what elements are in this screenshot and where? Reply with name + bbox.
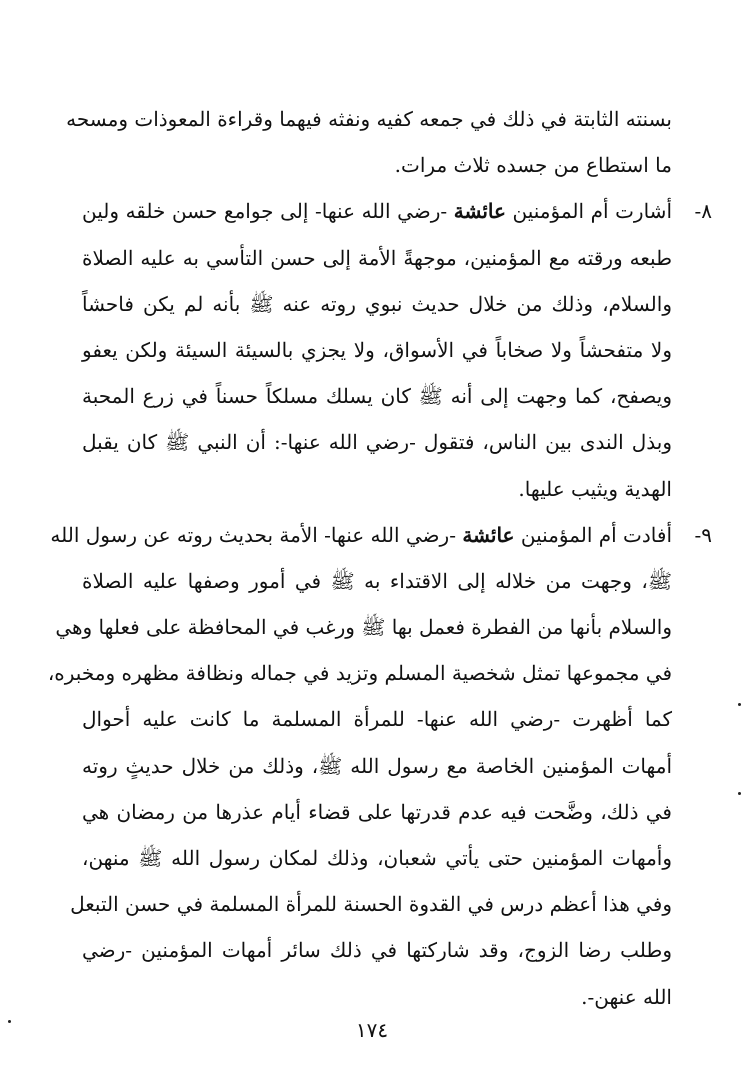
text-line: طبعه ورقته مع المؤمنين، موجهةً الأمة إلى حسن التأسي به عليه الصلاة	[82, 245, 672, 270]
text-segment: أفادت أم المؤمنين	[520, 522, 672, 547]
text-line: وطلب رضا الزوج، وقد شاركتها في ذلك سائر أمهات المؤمنين -رضي	[82, 938, 672, 963]
text-line: وبذل الندى بين الناس، فتقول -رضي الله عنها-: أن النبي ﷺ كان يقبل	[82, 430, 672, 455]
text-line: ولا متفحشاً ولا صخاباً في الأسواق، ولا يجزي بالسيئة السيئة ولكن يعفو	[82, 337, 672, 362]
text-line: أمهات المؤمنين الخاصة مع رسول الله ﷺ، وذلك من خلال حديثٍ روته	[82, 753, 672, 778]
item-9-first-line	[50, 512, 712, 558]
item-number: ٨-	[694, 199, 712, 224]
text-line: وفي هذا أعظم درس في القدوة الحسنة للمرأة المسلمة في حسن التبعل	[70, 892, 672, 917]
text-line: في ذلك، وضَّحت فيه عدم قدرتها على قضاء أيام عذرها من رمضان هي	[82, 799, 672, 824]
bold-name: عائشة	[462, 522, 515, 547]
text-line: ويصفح، كما وجهت إلى أنه ﷺ كان يسلك مسلكاً حسناً في زرع المحبة	[82, 384, 672, 409]
margin-mark	[738, 792, 741, 795]
margin-mark	[8, 1020, 11, 1023]
text-line: كما أظهرت -رضي الله عنها- للمرأة المسلمة ما كانت عليه أحوال	[82, 707, 672, 732]
text-segment: -رضي الله عنها- الأمة بحديث روته عن رسول الله	[50, 522, 456, 547]
text-segment: أشارت أم المؤمنين	[512, 199, 672, 224]
text-line: بسنته الثابتة في ذلك في جمعه كفيه ونفثه فيهما وقراءة المعوذات ومسحه	[66, 107, 672, 131]
main-text	[47, 96, 712, 1020]
text-line: وأمهات المؤمنين حتى يأتي شعبان، وذلك لمكان رسول الله ﷺ منهن،	[82, 846, 672, 870]
text-line: والسلام، وذلك من خلال حديث نبوي روته عنه ﷺ بأنه لم يكن فاحشاً	[82, 291, 672, 316]
page-number: ١٧٤	[355, 1018, 389, 1042]
text-line: والسلام بأنها من الفطرة فعمل بها ﷺ ورغب في المحافظة على فعلها وهي	[55, 615, 672, 640]
margin-mark	[738, 703, 741, 706]
text-line: الهدية ويثيب عليها.	[518, 476, 672, 501]
bold-name: عائشة	[453, 199, 506, 224]
text-line: ﷺ، وجهت من خلاله إلى الاقتداء به ﷺ في أمور وصفها عليه الصلاة	[82, 568, 672, 593]
item-number: ٩-	[694, 522, 712, 547]
item-8-first-line	[82, 188, 712, 234]
text-line: الله عنهن-.	[581, 984, 672, 1009]
text-line: ما استطاع من جسده ثلاث مرات.	[394, 153, 672, 178]
text-line: في مجموعها تمثل شخصية المسلم وتزيد في جماله ونظافة مظهره ومخبره،	[47, 661, 672, 686]
text-segment: -رضي الله عنها- إلى جوامع حسن خلقه ولين	[82, 199, 448, 224]
